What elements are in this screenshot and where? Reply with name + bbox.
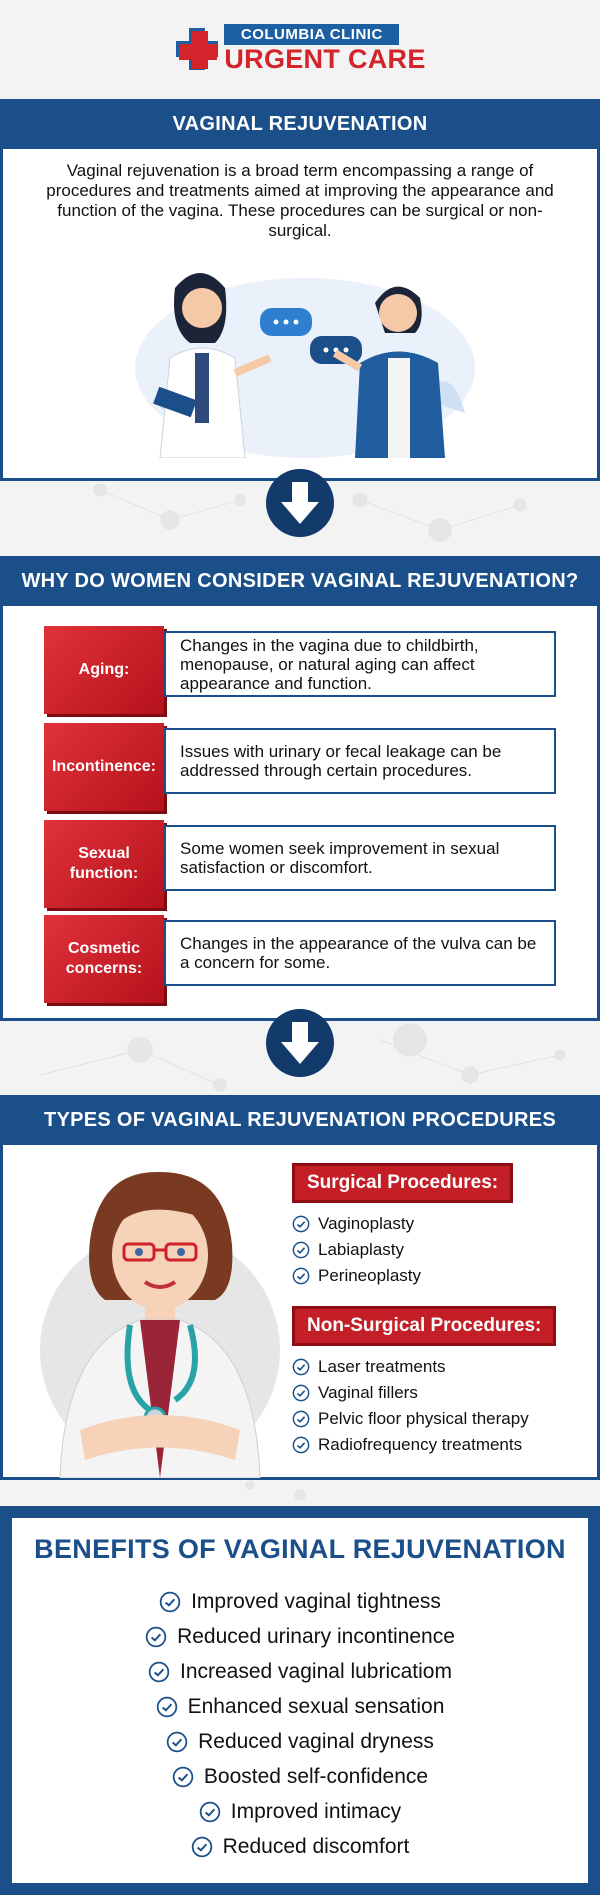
check-circle-icon xyxy=(166,1731,188,1753)
check-circle-icon xyxy=(148,1661,170,1683)
procedure-label: Labiaplasty xyxy=(318,1240,405,1259)
check-circle-icon xyxy=(156,1696,178,1718)
benefit-label: Increased vaginal lubricatiom xyxy=(180,1659,452,1683)
benefit-item xyxy=(0,1759,600,1794)
reason-description: Issues with urinary or fecal leakage can be addressed through certain procedures. xyxy=(164,728,556,794)
reason-row xyxy=(44,915,556,1003)
logo-top-text: COLUMBIA CLINIC xyxy=(224,24,399,45)
benefit-label: Enhanced sexual sensation xyxy=(187,1694,445,1718)
nonsurgical-procedures-title: Non-Surgical Procedures: xyxy=(292,1306,556,1346)
medical-cross-icon xyxy=(174,26,220,72)
procedure-item xyxy=(292,1263,582,1289)
reason-tag: Sexual function: xyxy=(44,820,164,908)
check-circle-icon xyxy=(292,1384,310,1402)
procedure-item xyxy=(292,1354,582,1380)
benefit-label: Improved vaginal tightness xyxy=(191,1589,441,1613)
consultation-illustration xyxy=(120,258,480,458)
reason-tag: Aging: xyxy=(44,626,164,714)
procedure-label: Vaginal fillers xyxy=(318,1383,418,1402)
procedure-item xyxy=(292,1237,582,1263)
benefit-item xyxy=(0,1584,600,1619)
female-doctor-illustration xyxy=(20,1160,290,1478)
procedure-label: Radiofrequency treatments xyxy=(318,1435,523,1454)
check-circle-icon xyxy=(199,1801,221,1823)
procedure-label: Perineoplasty xyxy=(318,1266,422,1285)
check-circle-icon xyxy=(292,1410,310,1428)
check-circle-icon xyxy=(292,1241,310,1259)
benefit-label: Boosted self-confidence xyxy=(203,1764,429,1788)
surgical-procedures-block xyxy=(292,1163,582,1289)
down-arrow-icon xyxy=(265,1008,335,1078)
reason-tag: Cosmetic concerns: xyxy=(44,915,164,1003)
procedure-label: Vaginoplasty xyxy=(318,1214,415,1233)
benefit-item xyxy=(0,1654,600,1689)
check-circle-icon xyxy=(292,1358,310,1376)
intro-text: Vaginal rejuvenation is a broad term encompassing a range of procedures and treatments aimed at improving the appearance and function of the vagina. These procedures can be surgical or non-surgical. xyxy=(46,161,554,240)
procedure-label: Pelvic floor physical therapy xyxy=(318,1409,529,1428)
benefit-label: Improved intimacy xyxy=(230,1799,402,1823)
benefit-label: Reduced urinary incontinence xyxy=(177,1624,455,1648)
reason-description: Some women seek improvement in sexual satisfaction or discomfort. xyxy=(164,825,556,891)
section-title-procedure-types: TYPES OF VAGINAL REJUVENATION PROCEDURES xyxy=(0,1095,600,1145)
reason-description: Changes in the appearance of the vulva can be a concern for some. xyxy=(164,920,556,986)
reason-row xyxy=(44,626,556,714)
benefits-list xyxy=(0,1584,600,1864)
check-circle-icon xyxy=(172,1766,194,1788)
benefit-label: Reduced vaginal dryness xyxy=(198,1729,434,1753)
logo-bottom-text: URGENT CARE xyxy=(224,44,426,75)
header-logo-area xyxy=(0,0,600,98)
check-circle-icon xyxy=(191,1836,213,1858)
benefit-label: Reduced discomfort xyxy=(222,1834,410,1858)
reason-row xyxy=(44,820,556,908)
reason-row xyxy=(44,723,556,811)
procedure-item xyxy=(292,1211,582,1237)
section-title-vaginal-rejuvenation: VAGINAL REJUVENATION xyxy=(0,99,600,149)
check-circle-icon xyxy=(292,1215,310,1233)
reason-tag: Incontinence: xyxy=(44,723,164,811)
procedure-label: Laser treatments xyxy=(318,1357,446,1376)
check-circle-icon xyxy=(145,1626,167,1648)
clinic-logo[interactable] xyxy=(174,24,425,73)
benefit-item xyxy=(0,1689,600,1724)
procedure-item xyxy=(292,1432,582,1458)
reason-description: Changes in the vagina due to childbirth, menopause, or natural aging can affect appearance and function. xyxy=(164,631,556,697)
down-arrow-icon xyxy=(265,468,335,538)
benefit-item xyxy=(0,1619,600,1654)
benefit-item xyxy=(0,1724,600,1759)
surgical-procedures-title: Surgical Procedures: xyxy=(292,1163,513,1203)
check-circle-icon xyxy=(292,1436,310,1454)
check-circle-icon xyxy=(292,1267,310,1285)
procedure-item xyxy=(292,1406,582,1432)
check-circle-icon xyxy=(159,1591,181,1613)
section-title-why-consider: WHY DO WOMEN CONSIDER VAGINAL REJUVENATION? xyxy=(0,556,600,606)
procedure-item xyxy=(292,1380,582,1406)
benefit-item xyxy=(0,1794,600,1829)
benefits-title: BENEFITS OF VAGINAL REJUVENATION xyxy=(34,1534,566,1564)
nonsurgical-procedures-block xyxy=(292,1306,582,1458)
benefit-item xyxy=(0,1829,600,1864)
